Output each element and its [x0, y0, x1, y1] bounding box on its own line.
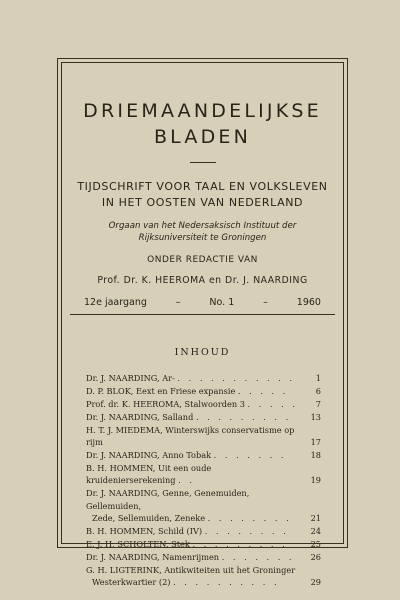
editors-names: Prof. Dr. K. HEEROMA en Dr. J. NAARDING [97, 275, 308, 286]
toc-entry [86, 385, 321, 397]
toc-page-number: 18 [310, 450, 321, 461]
toc-entry-title-continued: Westerkwartier (2) [92, 577, 171, 588]
cover-content [62, 62, 343, 589]
subtitle-line-1: TIJDSCHRIFT VOOR TAAL EN VOLKSLEVEN [77, 180, 328, 193]
toc-page-number: 6 [315, 386, 321, 396]
volume-label: 12e jaargang [84, 297, 147, 308]
toc-entry [86, 398, 321, 410]
toc-leader-dots: . . . . . . . . [207, 512, 292, 523]
issue-divider [70, 314, 335, 315]
toc-entry [86, 525, 321, 537]
toc-page-number: 26 [310, 551, 321, 562]
toc-page-number: 21 [310, 512, 321, 523]
toc-page-number: 1 [315, 373, 321, 383]
toc-entry-title: Dr. J. NAARDING, Namenrijmen [86, 551, 220, 562]
toc-page-number: 13 [310, 412, 321, 422]
contents-heading: INHOUD [174, 347, 231, 358]
toc-entry [86, 564, 321, 588]
toc-entry [86, 551, 321, 563]
toc-entry [86, 424, 321, 448]
toc-page-number: 17 [310, 437, 321, 448]
toc-entry-title: Dr. J. NAARDING, Salland [86, 412, 194, 422]
toc-entry-title: Dr. J. NAARDING, Genne, Genemuiden, Gellemuiden, [86, 488, 250, 511]
title-line-1: DRIEMAANDELIJKSE [83, 100, 322, 122]
toc-page-number: 19 [310, 475, 321, 486]
issue-separator: – [263, 297, 268, 308]
toc-leader-dots: . . . . . [247, 399, 298, 409]
toc-page-number: 25 [310, 538, 321, 549]
toc-entry [86, 487, 321, 524]
journal-subtitle [62, 179, 343, 211]
toc-leader-dots: . . . . . . . [213, 450, 287, 461]
toc-entry [86, 411, 321, 423]
toc-entry-title: B. H. HOMMEN, Uit een oude kruidenierserekening [86, 463, 212, 486]
table-of-contents [62, 372, 343, 588]
title-line-2: BLADEN [153, 126, 252, 148]
organ-line-1: Orgaan van het Nedersaksisch Instituut der [108, 221, 297, 231]
issue-separator: – [175, 297, 181, 308]
organ-statement [62, 220, 343, 244]
issue-number: No. 1 [209, 297, 235, 308]
toc-entry-title: B. H. HOMMEN, Schild (IV) [86, 525, 203, 536]
toc-leader-dots: . . [178, 475, 195, 486]
toc-entry-title: Dr. J. NAARDING, Anno Tobak [86, 450, 212, 461]
toc-entry [86, 538, 321, 550]
toc-entry [86, 462, 321, 486]
journal-title [62, 98, 343, 150]
toc-entry-title-continued: Zede, Sellemuiden, Zeneke [92, 512, 206, 523]
toc-entry-title: Prof. dr. K. HEEROMA, Stalwoorden 3 [86, 399, 245, 409]
toc-leader-dots: . . . . . . . . . . . [177, 373, 296, 383]
toc-leader-dots: . . . . . . . . . . [173, 577, 280, 588]
toc-leader-dots: . . . . . . . . . [195, 412, 292, 422]
toc-entry [86, 372, 321, 384]
toc-entry [86, 449, 321, 461]
toc-leader-dots: . . . . . [237, 386, 289, 396]
editorial-label: ONDER REDACTIE VAN [147, 255, 258, 265]
toc-page-number: 7 [315, 399, 321, 409]
toc-entry-title: E. J. H. SCHOLTEN, Stek [86, 538, 190, 549]
toc-leader-dots: . . . . . . . [221, 551, 295, 562]
toc-entry-title: Dr. J. NAARDING, Ar- [86, 373, 175, 383]
organ-line-2: Rijksuniversiteit te Groningen [138, 233, 267, 243]
toc-page-number: 29 [310, 577, 321, 588]
toc-entry-title: G. H. LIGTERINK, Antikwiteiten uit het Groninger [86, 564, 296, 575]
title-divider [190, 162, 216, 163]
toc-leader-dots: . . . . . . . . [204, 525, 289, 536]
issue-line [84, 297, 321, 308]
toc-leader-dots: . . . . . . . . . [192, 538, 288, 549]
toc-entry-title: H. T. J. MIEDEMA, Winterswijks conservatisme op rijm [86, 425, 295, 448]
subtitle-line-2: IN HET OOSTEN VAN NEDERLAND [101, 196, 304, 209]
issue-year: 1960 [296, 297, 321, 308]
toc-entry-title: D. P. BLOK, Eext en Friese expansie [86, 386, 236, 396]
toc-page-number: 24 [310, 525, 321, 536]
